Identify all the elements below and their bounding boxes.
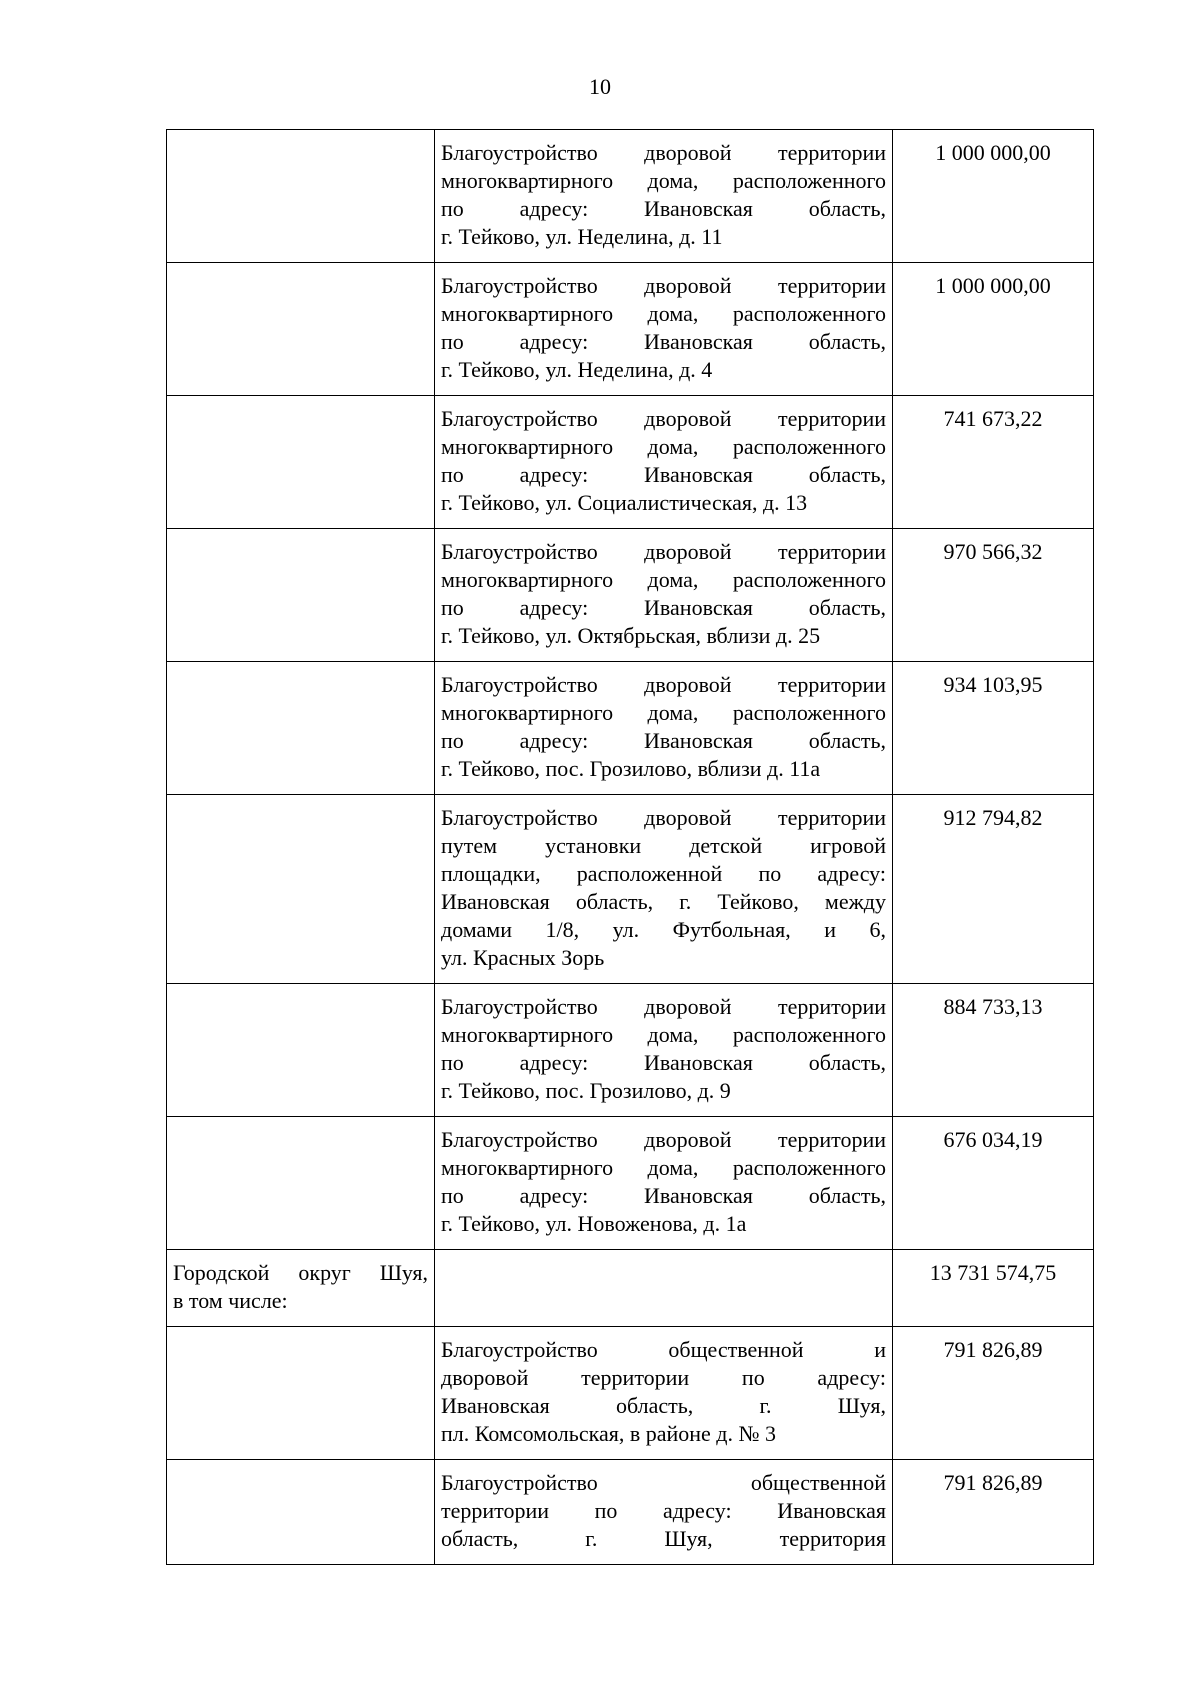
description-line: Благоустройство дворовой территории (441, 140, 886, 165)
description-line: многоквартирного дома, расположенного (441, 434, 886, 459)
description-line: Благоустройство дворовой территории (441, 805, 886, 830)
description-cell (435, 1250, 893, 1327)
description-line: дворовой территории по адресу: (441, 1365, 886, 1390)
description-line: Ивановская область, г. Тейково, между (441, 889, 886, 914)
description-line: по адресу: Ивановская область, (441, 1050, 886, 1075)
table-row (167, 1250, 1094, 1327)
district-cell (167, 1250, 435, 1327)
description-line: г. Тейково, ул. Социалистическая, д. 13 (441, 490, 808, 515)
description-cell (435, 263, 893, 396)
description-line: ул. Красных Зорь (441, 945, 605, 970)
district-cell (167, 396, 435, 529)
table-row (167, 1327, 1094, 1460)
description-line: Благоустройство дворовой территории (441, 994, 886, 1019)
table-row (167, 1460, 1094, 1565)
district-cell (167, 263, 435, 396)
description-line: г. Тейково, ул. Октябрьская, вблизи д. 25 (441, 623, 821, 648)
district-cell (167, 795, 435, 984)
description-line: г. Тейково, ул. Новоженова, д. 1а (441, 1211, 747, 1236)
description-line: Благоустройство дворовой территории (441, 672, 886, 697)
amount-cell: 1 000 000,00 (893, 263, 1094, 396)
description-line: многоквартирного дома, расположенного (441, 1022, 886, 1047)
page-number: 10 (589, 74, 611, 99)
district-cell (167, 130, 435, 263)
description-line: г. Тейково, ул. Неделина, д. 4 (441, 357, 713, 382)
district-cell (167, 1327, 435, 1460)
table-row (167, 1117, 1094, 1250)
description-line: Ивановская область, г. Шуя, (441, 1393, 886, 1418)
description-line: г. Тейково, пос. Грозилово, вблизи д. 11а (441, 756, 821, 781)
description-cell (435, 984, 893, 1117)
description-line: многоквартирного дома, расположенного (441, 567, 886, 592)
description-line: Благоустройство дворовой территории (441, 539, 886, 564)
table-row (167, 662, 1094, 795)
amount-cell: 791 826,89 (893, 1460, 1094, 1565)
amount-cell: 884 733,13 (893, 984, 1094, 1117)
description-line: площадки, расположенной по адресу: (441, 861, 886, 886)
table-row (167, 529, 1094, 662)
amount-cell: 676 034,19 (893, 1117, 1094, 1250)
description-cell (435, 529, 893, 662)
description-line: многоквартирного дома, расположенного (441, 1155, 886, 1180)
description-line: по адресу: Ивановская область, (441, 595, 886, 620)
description-line: г. Тейково, ул. Неделина, д. 11 (441, 224, 723, 249)
amount-cell: 912 794,82 (893, 795, 1094, 984)
description-cell (435, 1327, 893, 1460)
amount-cell: 934 103,95 (893, 662, 1094, 795)
amount-cell: 791 826,89 (893, 1327, 1094, 1460)
table-row (167, 263, 1094, 396)
description-line: по адресу: Ивановская область, (441, 462, 886, 487)
table-row (167, 795, 1094, 984)
description-line: домами 1/8, ул. Футбольная, и 6, (441, 917, 886, 942)
description-line: Благоустройство общественной (441, 1470, 886, 1495)
district-cell (167, 1460, 435, 1565)
description-cell (435, 396, 893, 529)
description-line: путем установки детской игровой (441, 833, 886, 858)
description-line: область, г. Шуя, территория (441, 1526, 886, 1551)
description-line: Благоустройство дворовой территории (441, 273, 886, 298)
description-cell (435, 1117, 893, 1250)
description-cell (435, 130, 893, 263)
district-cell (167, 529, 435, 662)
district-cell (167, 1117, 435, 1250)
description-line: территории по адресу: Ивановская (441, 1498, 886, 1523)
district-line: Городской округ Шуя, (173, 1260, 428, 1285)
description-cell (435, 662, 893, 795)
description-cell (435, 1460, 893, 1565)
amount-cell: 970 566,32 (893, 529, 1094, 662)
description-line: по адресу: Ивановская область, (441, 196, 886, 221)
description-line: г. Тейково, пос. Грозилово, д. 9 (441, 1078, 731, 1103)
description-line: Благоустройство дворовой территории (441, 406, 886, 431)
district-cell (167, 984, 435, 1117)
table-row (167, 396, 1094, 529)
allocation-table (166, 129, 1094, 1565)
description-line: многоквартирного дома, расположенного (441, 168, 886, 193)
amount-cell: 1 000 000,00 (893, 130, 1094, 263)
description-line: по адресу: Ивановская область, (441, 728, 886, 753)
table-row (167, 130, 1094, 263)
amount-cell: 13 731 574,75 (893, 1250, 1094, 1327)
description-line: Благоустройство общественной и (441, 1337, 886, 1362)
table-row (167, 984, 1094, 1117)
district-cell (167, 662, 435, 795)
description-cell (435, 795, 893, 984)
description-line: Благоустройство дворовой территории (441, 1127, 886, 1152)
description-line: многоквартирного дома, расположенного (441, 301, 886, 326)
description-line: по адресу: Ивановская область, (441, 329, 886, 354)
description-line: по адресу: Ивановская область, (441, 1183, 886, 1208)
description-line: многоквартирного дома, расположенного (441, 700, 886, 725)
district-line: в том числе: (173, 1288, 288, 1313)
description-line: пл. Комсомольская, в районе д. № 3 (441, 1421, 776, 1446)
amount-cell: 741 673,22 (893, 396, 1094, 529)
